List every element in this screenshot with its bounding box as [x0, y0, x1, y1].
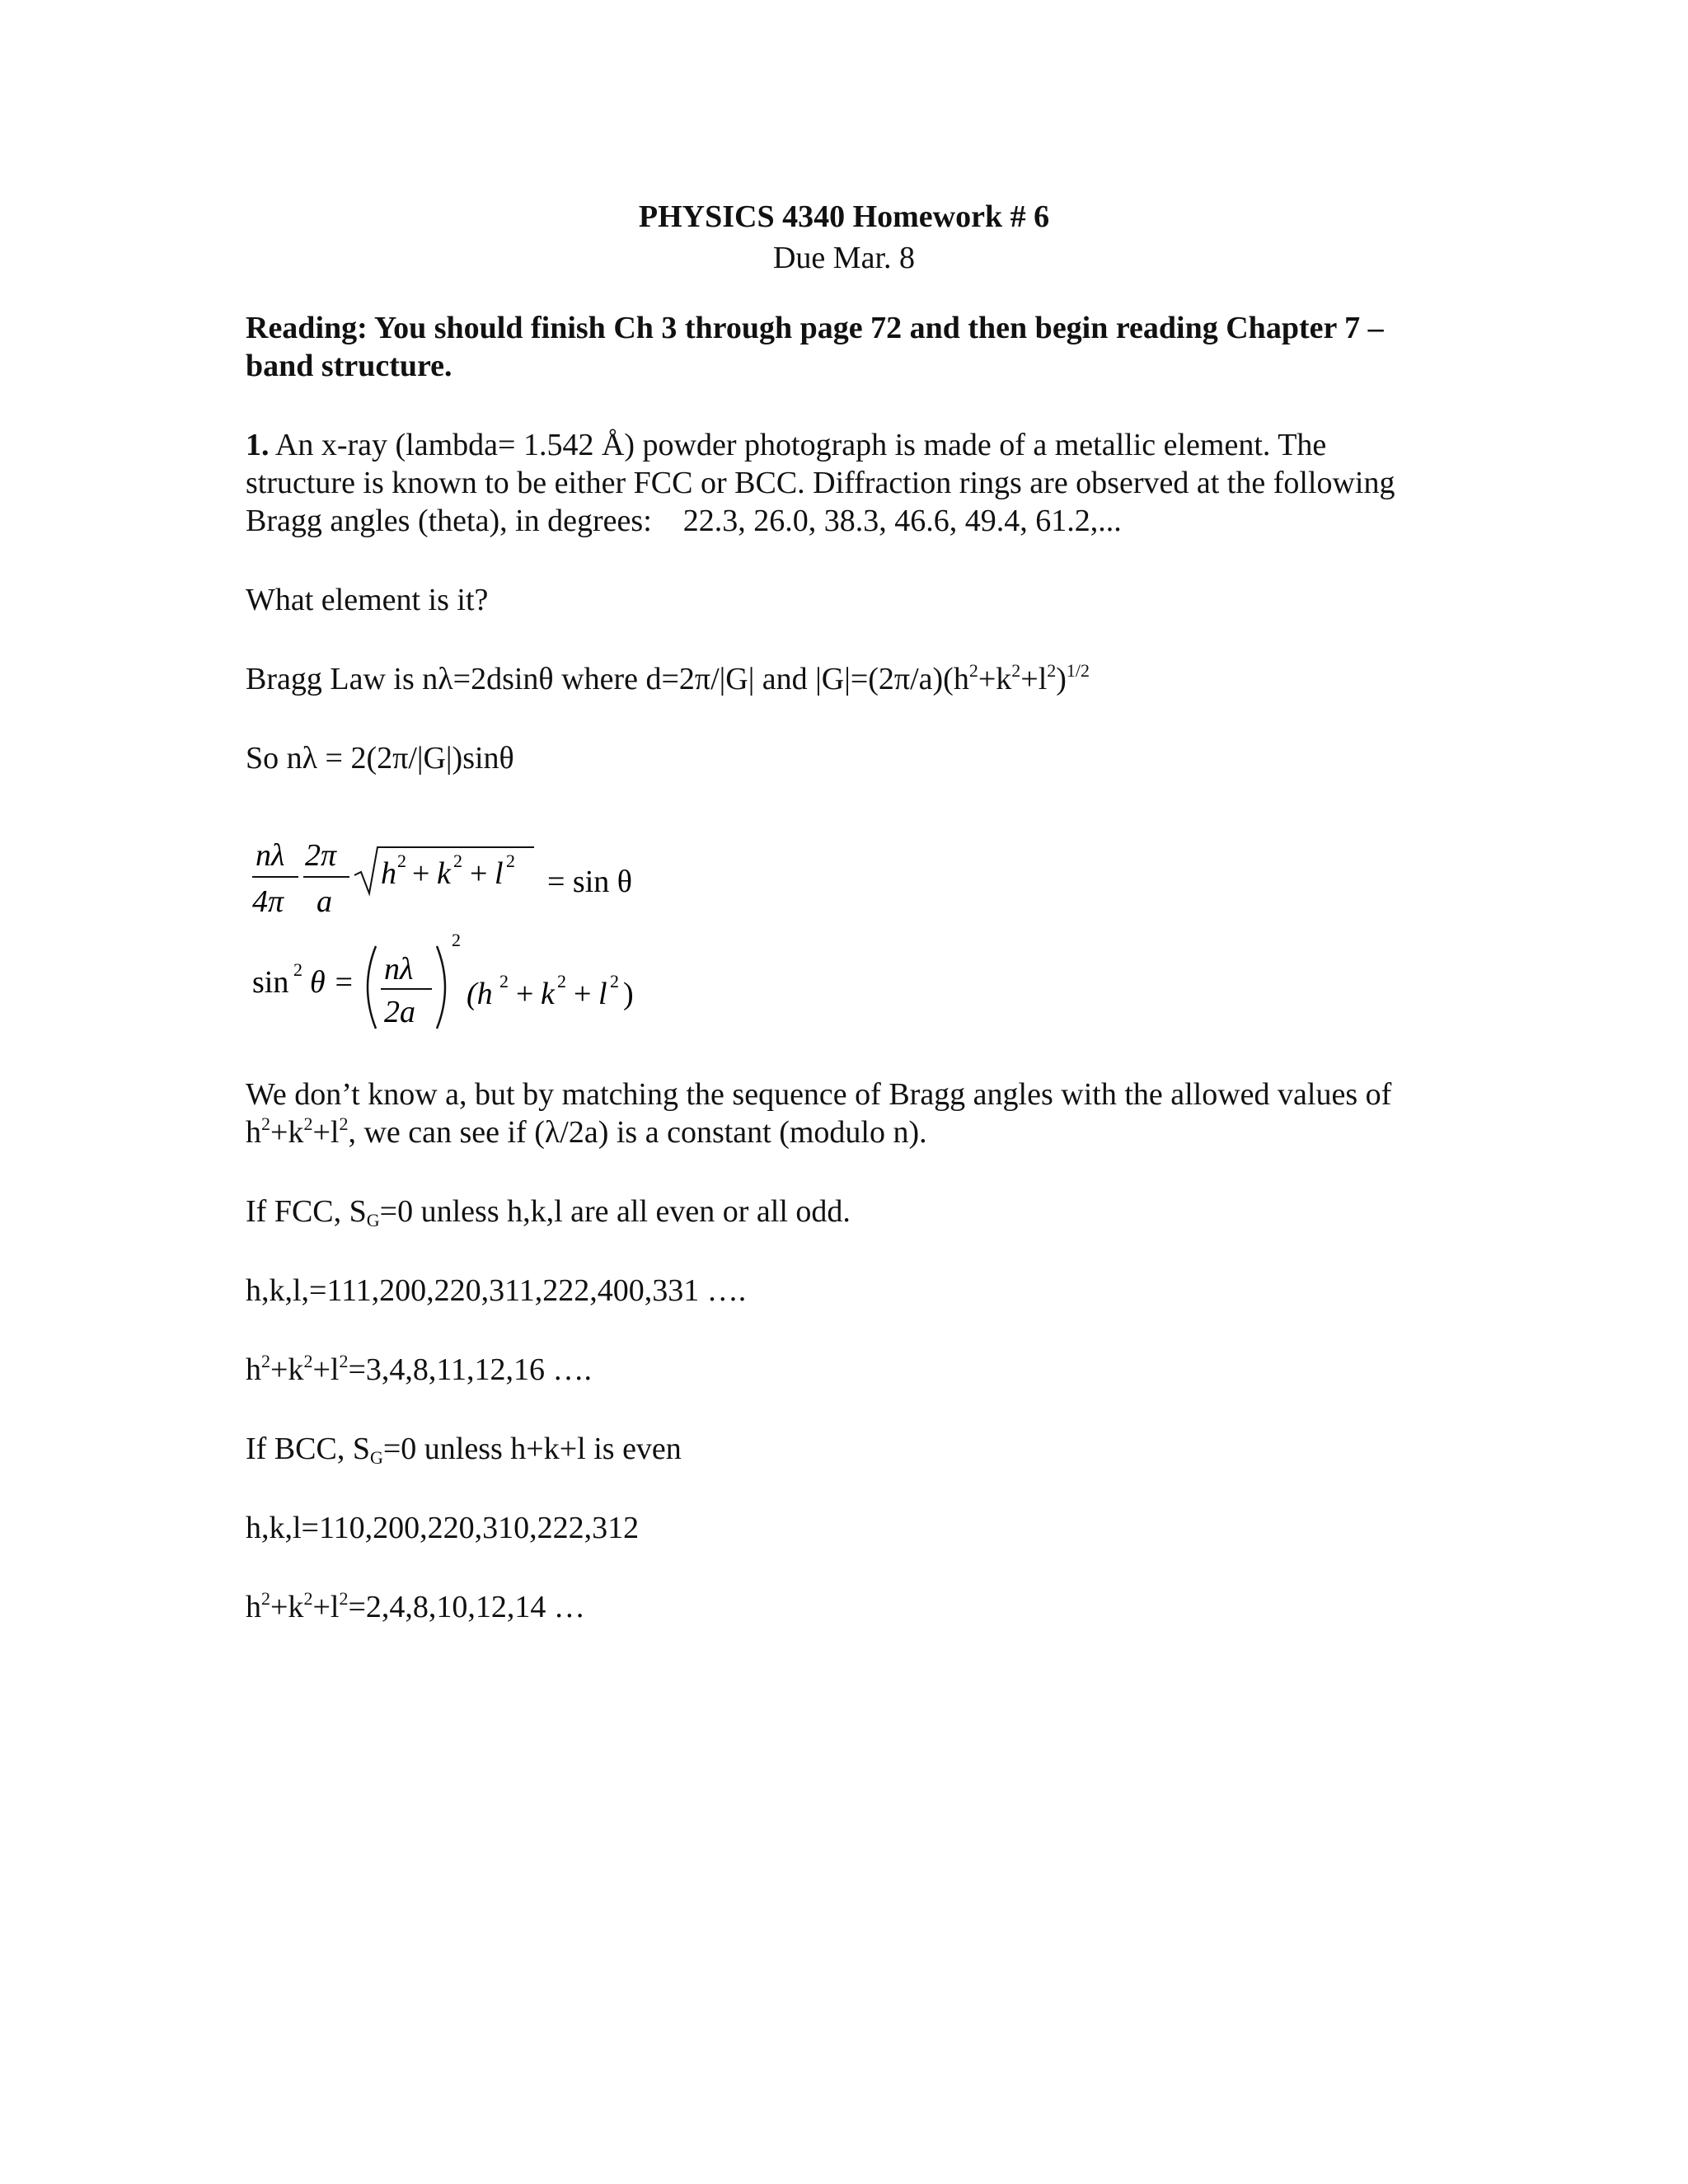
eq2-theta: θ = — [310, 965, 354, 1000]
svg-text:+: + — [412, 856, 430, 891]
eq2-denominator: 2a — [384, 995, 415, 1029]
eq1-rhs: = sin θ — [547, 865, 632, 899]
svg-text:l: l — [598, 977, 607, 1011]
svg-text:+: + — [516, 977, 534, 1011]
eq2-sin: sin — [252, 965, 289, 1000]
fcc-hkl-list: h,k,l,=111,200,220,311,222,400,331 …. — [246, 1273, 747, 1308]
svg-text:2: 2 — [557, 971, 566, 991]
svg-text:(h: (h — [467, 977, 493, 1011]
equation-2 — [246, 921, 740, 1041]
svg-text:2: 2 — [610, 971, 619, 991]
bragg-angles: 22.3, 26.0, 38.3, 46.6, 49.4, 61.2,... — [682, 504, 1122, 538]
document-body-2 — [246, 1076, 1432, 1667]
fcc-hkl-sum: $h^2+k^2+l^2=3,4,8,11,12,16$ …. — [246, 1351, 592, 1387]
problem-1 — [246, 426, 1432, 540]
due-date: Due Mar. 8 — [772, 241, 916, 275]
svg-text:2: 2 — [506, 851, 515, 871]
svg-text:+: + — [574, 977, 592, 1011]
problem-text: An x-ray (lambda= 1.542 Å) powder photograph is made of a metallic element. The structure is known to be either FCC or BCC. Diffraction rings are observed at the following Bragg angles (theta), in degrees: — [246, 428, 1395, 538]
bcc-rule: If BCC, $S_G=0$ unless h+k+l is even — [246, 1432, 682, 1468]
equation-1 — [246, 832, 740, 927]
right-paren — [437, 946, 445, 1029]
eq1-denominator-right: a — [316, 884, 332, 919]
svg-text:2: 2 — [499, 971, 509, 991]
svg-text:2: 2 — [453, 851, 462, 871]
svg-text:2: 2 — [452, 930, 461, 950]
svg-text:2: 2 — [397, 851, 406, 871]
bragg-law-rewritten: So nλ = 2(2π/|G|)sinθ — [246, 741, 514, 776]
fcc-rule: If FCC, $S_G=0$ unless h,k,l are all even or all odd. — [246, 1194, 851, 1230]
svg-text:k: k — [437, 856, 451, 891]
problem-number: 1. — [246, 428, 270, 462]
left-paren — [368, 946, 376, 1029]
document-header — [0, 196, 1688, 279]
bcc-hkl-list: h,k,l=110,200,220,310,222,312 — [246, 1511, 640, 1545]
problem-question: What element is it? — [246, 583, 489, 617]
document-body — [246, 309, 1432, 818]
svg-text:l: l — [495, 856, 504, 891]
svg-text:h: h — [381, 856, 396, 891]
eq2-hkl-sum — [467, 971, 634, 1011]
eq1-denominator-left: 4π — [252, 884, 284, 919]
eq1-numerator-left: nλ — [256, 838, 285, 873]
equation-1-svg — [246, 832, 740, 923]
eq1-radicand — [381, 851, 515, 891]
svg-text:): ) — [623, 977, 634, 1011]
eq1-numerator-right: 2π — [305, 838, 337, 873]
page-title: PHYSICS 4340 Homework # 6 — [638, 199, 1050, 234]
reading-assignment: Reading: You should finish Ch 3 through page 72 and then begin reading Chapter 7 – band structure. — [246, 311, 1384, 383]
eq2-numerator: nλ — [384, 952, 414, 987]
svg-text:k: k — [541, 977, 555, 1011]
explanation: We don’t know a, but by matching the sequence of Bragg angles with the allowed values of $h^2+k^2+l^2$, we can see if (λ/2a) is a constant (modulo n). — [246, 1077, 1392, 1150]
bragg-law-text: Bragg Law is nλ=2dsinθ where d=2π/|G| and |G|=(2π/a)(h — [246, 662, 969, 696]
bragg-law: Bragg Law is nλ=2dsinθ where d=2π/|G| and $|G|=(2\pi/a)(h^2+k^2+l^2)^{1/2}$ — [246, 660, 1090, 696]
equation-2-svg — [246, 921, 740, 1037]
svg-text:+: + — [470, 856, 488, 891]
bcc-hkl-sum: $h^2+k^2+l^2=2,4,8,10,12,14$ … — [246, 1588, 585, 1624]
svg-text:2: 2 — [293, 959, 302, 980]
